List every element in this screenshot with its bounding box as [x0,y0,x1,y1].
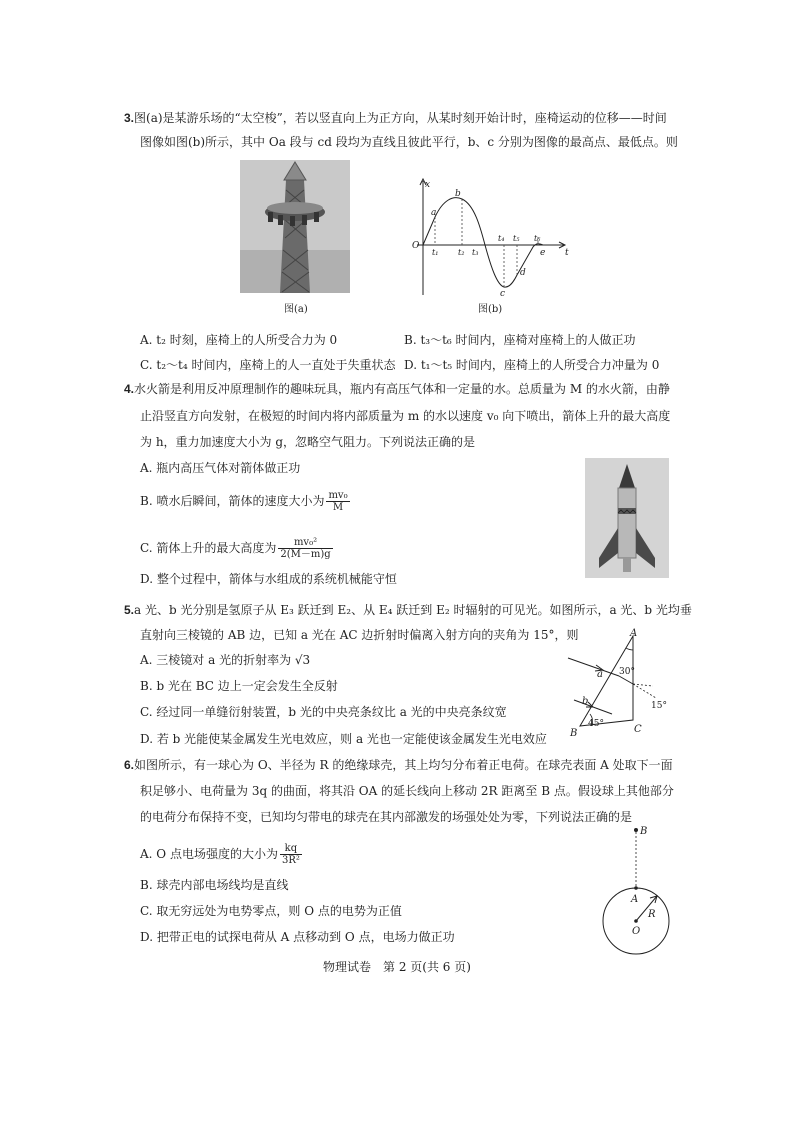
q5-line2: 直射向三棱镜的 AB 边，已知 a 光在 AC 边折射时偏离入射方向的夹角为 15°，则 [140,628,579,642]
space-shot-tower-photo [240,160,350,293]
q4-option-a: A. 瓶内高压气体对箭体做正功 [140,461,301,475]
prism-vertex-b: B [570,728,578,739]
q4-number: 4. [124,382,135,396]
q3-option-d: D. t₁～t₅ 时间内，座椅上的人所受合力冲量为 0 [404,358,660,372]
point-o-label: O [632,926,641,937]
angle-30-label: 30° [619,667,635,677]
q5-option-a: A. 三棱镜对 a 光的折射率为 √3 [140,653,311,667]
q6-option-a-fraction [280,843,302,866]
angle-45-label: 45° [588,719,604,729]
graph-t1: t₁ [432,248,439,257]
page-footer: 物理试卷 第 2 页(共 6 页) [323,960,471,974]
displacement-time-graph [405,175,575,300]
q3-option-a: A. t₂ 时刻，座椅上的人所受合力为 0 [140,333,338,347]
q4-option-b-fraction [326,490,349,513]
q5-option-b: B. b 光在 BC 边上一定会发生全反射 [140,679,338,693]
prism-diagram [548,628,678,740]
angle-15-label: 15° [651,701,667,711]
fraction-denominator: 3R² [281,855,300,866]
ray-b-label: b [582,696,589,707]
point-a-label: A [631,894,639,905]
q4-option-c-text: C. 箭体上升的最大高度为 [140,541,277,555]
graph-t3: t₃ [472,248,479,257]
graph-point-b: b [455,189,461,199]
graph-point-a: a [431,208,437,218]
q5-line1 [124,602,692,618]
figure-b-caption: 图(b) [478,304,503,315]
q4-line2: 止沿竖直方向发射，在极短的时间内将内部质量为 m 的水以速度 v₀ 向下喷出，箭体上升的最大高度 [140,409,671,423]
q3-number: 3. [124,111,135,125]
point-b-label: B [640,826,648,837]
graph-origin-label: O [412,241,420,251]
water-rocket-photo [585,458,669,578]
ray-a-label: a [597,669,603,680]
q6-option-a-text: A. O 点电场强度的大小为 [140,847,278,861]
q3-line1 [124,110,667,126]
fraction-denominator: M [332,502,344,513]
q6-option-a [140,843,304,866]
q5-number: 5. [124,603,135,617]
graph-t-label: t [565,248,569,258]
q5-option-d: D. 若 b 光能使某金属发生光电效应，则 a 光也一定能使该金属发生光电效应 [140,732,547,746]
figure-a-caption: 图(a) [284,304,308,315]
graph-point-c: c [500,289,506,299]
fraction-numerator: kq [280,843,302,855]
q6-option-d: D. 把带正电的试探电荷从 A 点移动到 O 点，电场力做正功 [140,930,455,944]
graph-t5: t₅ [513,234,520,243]
q3-line2: 图像如图(b)所示，其中 Oa 段与 cd 段均为直线且彼此平行，b、c 分别为图像的最高点、最低点。则 [140,135,678,149]
fraction-numerator: mv₀ [328,490,348,501]
q4-line1 [124,381,670,397]
q6-line1 [124,757,673,773]
q4-option-d: D. 整个过程中，箭体与水组成的系统机械能守恒 [140,572,397,586]
q5-text-1: a 光、b 光分别是氢原子从 E₃ 跃迁到 E₂、从 E₄ 跃迁到 E₂ 时辐射的可见光。如图所示，a 光、b 光均垂 [134,603,692,617]
graph-x-label: x [425,180,431,190]
fraction-numerator: mv₀² [278,537,332,549]
q4-option-c-fraction [278,537,332,560]
q6-option-c: C. 取无穷远处为电势零点，则 O 点的电势为正值 [140,904,402,918]
q5-option-c: C. 经过同一单缝衍射装置，b 光的中央亮条纹比 a 光的中央亮条纹宽 [140,705,507,719]
prism-vertex-a: A [630,628,638,639]
radius-r-label: R [648,909,656,920]
graph-point-d: d [520,268,526,278]
q3-option-b: B. t₃～t₆ 时间内，座椅对座椅上的人做正功 [404,333,636,347]
graph-t2: t₂ [458,248,465,257]
q4-option-c [140,537,335,560]
q4-option-b [140,490,352,513]
q6-line2: 积足够小、电荷量为 3q 的曲面，将其沿 OA 的延长线向上移动 2R 距离至 B 点。假设球上其他部分 [140,784,674,798]
spherical-shell-diagram [598,820,678,960]
q6-number: 6. [124,758,135,772]
q3-option-c: C. t₂～t₄ 时间内，座椅上的人一直处于失重状态 [140,358,396,372]
q4-line3: 为 h，重力加速度大小为 g，忽略空气阻力。下列说法正确的是 [140,435,476,449]
graph-t4: t₄ [498,234,505,243]
q4-text-1: 水火箭是利用反冲原理制作的趣味玩具，瓶内有高压气体和一定量的水。总质量为 M 的水火箭，由静 [134,382,670,396]
q6-line3: 的电荷分布保持不变，已知均匀带电的球壳在其内部激发的场强处处为零，下列说法正确的是 [140,810,633,824]
q6-option-b: B. 球壳内部电场线均是直线 [140,878,289,892]
q6-text-1: 如图所示，有一球心为 O、半径为 R 的绝缘球壳，其上均匀分布着正电荷。在球壳表面 A 处取下一面 [134,758,673,772]
graph-point-e: e [540,248,546,258]
q3-text-1: 图(a)是某游乐场的“太空梭”，若以竖直向上为正方向，从某时刻开始计时，座椅运动的位移——时间 [134,111,667,125]
graph-t6: t₆ [534,234,541,243]
fraction-denominator: 2(M－m)g [280,549,331,560]
prism-vertex-c: C [634,724,642,735]
q4-option-b-text: B. 喷水后瞬间，箭体的速度大小为 [140,494,325,508]
